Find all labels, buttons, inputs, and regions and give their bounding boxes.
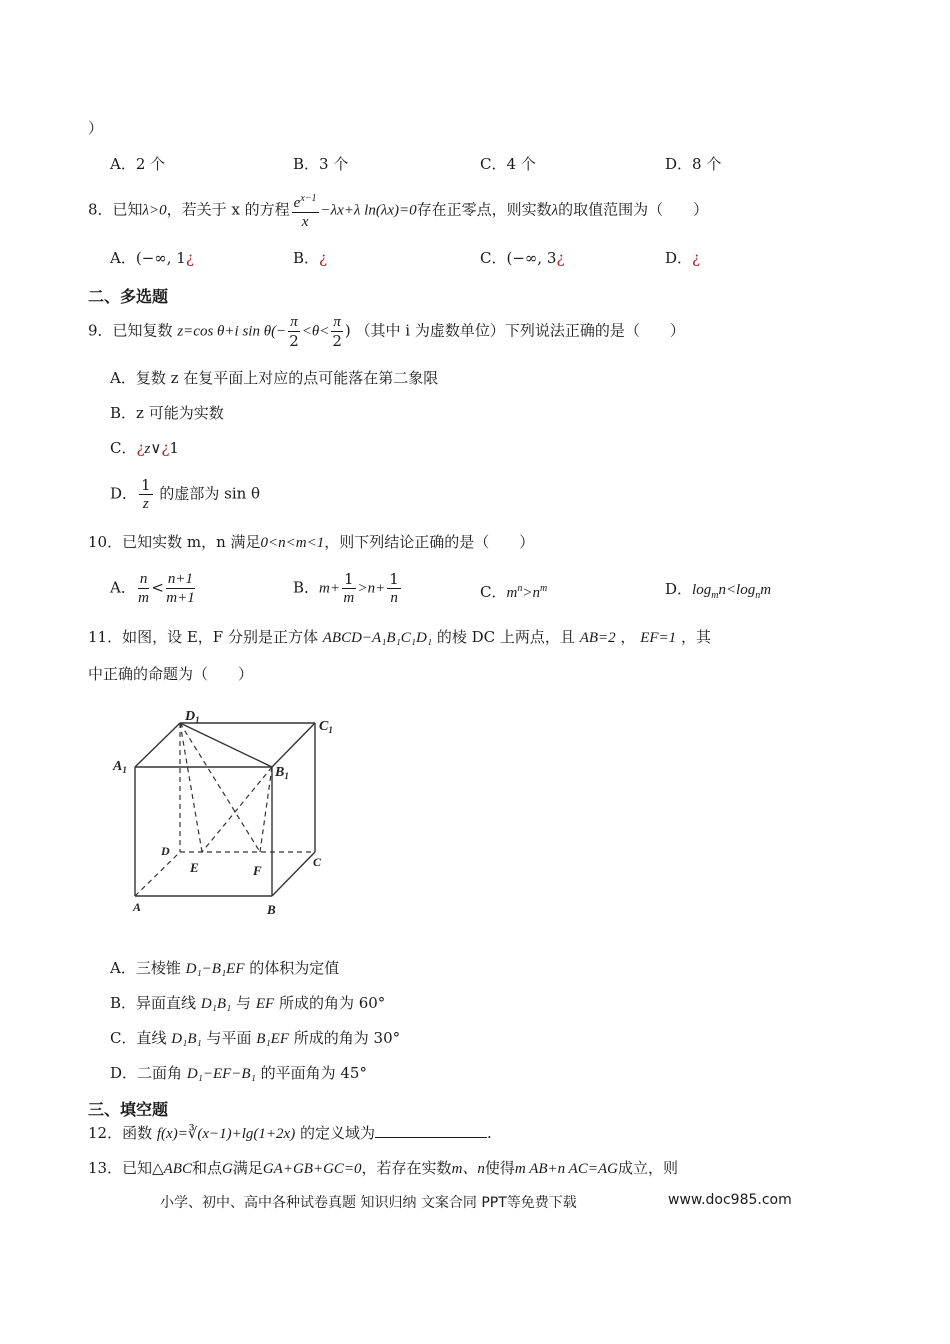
hidden-edge-a-d [135, 852, 180, 896]
section-heading-fill-in: 三、填空题 [88, 1100, 169, 1119]
question-8: 8．已知λ>0，若关于 x 的方程 $\frac{e^{x-1}}{x}$ −λx+λ ln(λx)=0存在正零点，则实数λ的取值范围为（ ） [88, 190, 708, 231]
question-11-line-2: 中正确的命题为（ ） [88, 665, 254, 683]
q9-option-b: B．z 可能为实数 [110, 404, 224, 422]
q13-vector-equation: GA+GB+GC=0 [262, 1161, 362, 1177]
label-b1: $B_1$ [275, 765, 289, 781]
q7-close-paren: ） [88, 119, 104, 137]
q8-condition: λ>0 [142, 202, 167, 219]
q9-option-d: D． $\frac{1}{z}$ 的虚部为 sin θ [110, 476, 261, 512]
label-c1: $C_1$ [319, 719, 333, 735]
q10-option-d: D．$\log_mn<\log_nm$ [665, 580, 772, 601]
q7-option-d: D．8 个 [665, 155, 722, 173]
q11-option-b: B．异面直线 D₁B₁ 与 EF 所成的角为 60° [110, 994, 386, 1012]
question-12: 12．函数 f(x)=∛(x−1)+lg(1+2x) 的定义域为 . [88, 1124, 492, 1142]
q11-option-c: C．直线 D₁B₁ 与平面 B₁EF 所成的角为 30° [110, 1029, 401, 1047]
q8-number: 8．已知 [88, 200, 143, 219]
q7-option-c: C．4 个 [480, 155, 536, 173]
q9-expression: z=cos θ+i sin θ [177, 323, 272, 340]
edge-d1-b1 [180, 723, 272, 767]
q8-expression: −λx+λ ln(λx)=0 [320, 202, 417, 219]
q9-option-c: C．¿z∨¿1 [110, 439, 179, 457]
line-d1-e [180, 723, 202, 852]
q8-option-c: C．(−∞, 3¿ [480, 249, 565, 267]
label-d: D [161, 844, 170, 858]
q11-option-a: A．三棱锥 D₁−B₁EF 的体积为定值 [110, 959, 340, 977]
q10-option-a: A． $\frac{n}{m}$ < $\frac{n+1}{m+1}$ [110, 571, 195, 606]
q7-option-a: A．2 个 [110, 155, 166, 173]
section-heading-multiple-choice: 二、多选题 [88, 287, 169, 306]
q8-option-d: D．¿ [665, 249, 701, 267]
q10-option-c: C．$m^n>n^m$ [480, 583, 548, 601]
question-10: 10．已知实数 m，n 满足0<n<m<1，则下列结论正确的是（ ） [88, 533, 535, 551]
q12-expression: f(x)=∛(x−1)+lg(1+2x) [156, 1126, 296, 1142]
q10-option-b: B．m+ $\frac{1}{m}$ >n+ $\frac{1}{n}$ [293, 570, 399, 606]
label-b: B [267, 902, 276, 917]
label-d1: $D_1$ [185, 709, 200, 725]
question-9: 9．已知复数 z=cos θ+i sin θ(− $\frac{\pi}{2}$ <θ< $\frac{\pi}{2}$ ) （其中 i 为虚数单位）下列说法正确的是（ ） [88, 314, 685, 350]
edge-b-c [272, 852, 315, 896]
footer-text: 小学、初中、高中各种试卷真题 知识归纳 文案合同 PPT等免费下载 [160, 1195, 577, 1211]
q8-option-b: B．¿ [293, 249, 328, 267]
question-11-line-1: 11．如图，设 E，F 分别是正方体 ABCD−A₁B₁C₁D₁ 的棱 DC 上两点，且 AB=2 ， EF=1 ，其 [88, 628, 711, 646]
label-a: A [133, 900, 142, 914]
line-b1-f [260, 767, 272, 852]
label-f: F [253, 863, 262, 878]
edge-a1-d1 [135, 723, 180, 767]
q8-option-a: A．(−∞, 1¿ [110, 249, 194, 267]
q8-fraction: $\frac{e^{x-1}}{x}$ [292, 190, 319, 231]
q7-option-b: B．3 个 [293, 155, 349, 173]
q11-option-d: D．二面角 D₁−EF−B₁ 的平面角为 45° [110, 1064, 367, 1082]
question-13: 13．已知△ABC和点G满足GA+GB+GC=0，若存在实数m、n使得m AB+n AC=AG成立，则 [88, 1159, 678, 1177]
label-c: C [313, 855, 322, 869]
cube-figure [105, 700, 355, 925]
q12-answer-blank [375, 1123, 487, 1138]
edge-b1-c1 [272, 723, 315, 767]
q9-option-a: A．复数 z 在复平面上对应的点可能落在第二象限 [110, 369, 439, 387]
footer-url[interactable]: www.doc985.com [668, 1192, 792, 1208]
label-a1: $A_1$ [113, 759, 127, 775]
label-e: E [190, 860, 199, 875]
